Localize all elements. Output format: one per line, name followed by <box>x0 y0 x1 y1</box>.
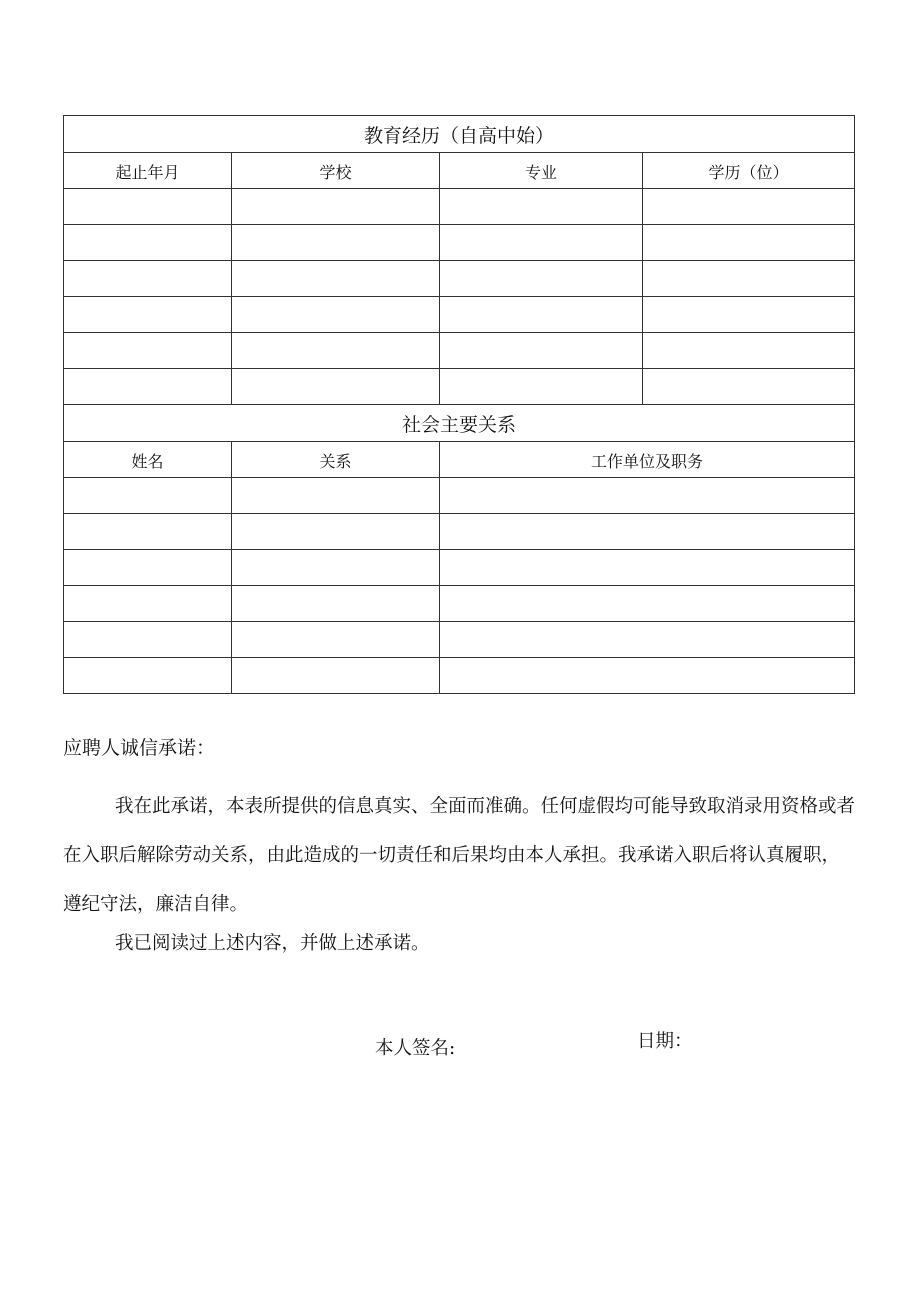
major-cell[interactable] <box>440 297 643 333</box>
period-cell[interactable] <box>64 297 232 333</box>
education-row <box>64 297 855 333</box>
relations-row <box>64 514 855 550</box>
period-cell[interactable] <box>64 261 232 297</box>
relations-section-header <box>64 405 855 442</box>
education-row <box>64 225 855 261</box>
pledge-confirmation: 我已阅读过上述内容，并做上述承诺。 <box>115 933 430 954</box>
pledge-body: 我在此承诺，本表所提供的信息真实、全面而准确。任何虚假均可能导致取消录用资格或者在入职后解除劳动关系，由此造成的一切责任和后果均由本人承担。我承诺入职后将认真履职，遵纪守法，廉洁自律。 <box>63 796 856 915</box>
school-cell[interactable] <box>232 225 440 261</box>
name-cell[interactable] <box>64 622 232 658</box>
employer-cell[interactable] <box>440 478 855 514</box>
degree-cell[interactable] <box>643 333 855 369</box>
header-major: 专业 <box>440 153 643 189</box>
name-cell[interactable] <box>64 550 232 586</box>
header-period: 起止年月 <box>64 153 232 189</box>
education-title: 教育经历（自高中始） <box>64 116 855 153</box>
header-relationship: 关系 <box>232 442 440 478</box>
header-degree: 学历（位） <box>643 153 855 189</box>
employer-cell[interactable] <box>440 514 855 550</box>
relationship-cell[interactable] <box>232 478 440 514</box>
pledge-title: 应聘人诚信承诺： <box>63 737 216 759</box>
relationship-cell[interactable] <box>232 622 440 658</box>
relationship-cell[interactable] <box>232 658 440 694</box>
period-cell[interactable] <box>64 333 232 369</box>
application-form-table <box>63 115 855 694</box>
major-cell[interactable] <box>440 369 643 405</box>
education-column-headers <box>64 153 855 189</box>
period-cell[interactable] <box>64 225 232 261</box>
relations-row <box>64 478 855 514</box>
education-row <box>64 261 855 297</box>
relations-title: 社会主要关系 <box>64 405 855 442</box>
employer-cell[interactable] <box>440 658 855 694</box>
relations-row <box>64 550 855 586</box>
major-cell[interactable] <box>440 333 643 369</box>
name-cell[interactable] <box>64 586 232 622</box>
header-employer-position: 工作单位及职务 <box>440 442 855 478</box>
degree-cell[interactable] <box>643 261 855 297</box>
degree-cell[interactable] <box>643 297 855 333</box>
name-cell[interactable] <box>64 514 232 550</box>
header-name: 姓名 <box>64 442 232 478</box>
degree-cell[interactable] <box>643 369 855 405</box>
education-row <box>64 333 855 369</box>
date-label: 日期： <box>637 1031 693 1052</box>
period-cell[interactable] <box>64 369 232 405</box>
education-row <box>64 189 855 225</box>
relationship-cell[interactable] <box>232 550 440 586</box>
school-cell[interactable] <box>232 297 440 333</box>
degree-cell[interactable] <box>643 189 855 225</box>
name-cell[interactable] <box>64 658 232 694</box>
school-cell[interactable] <box>232 369 440 405</box>
signature-label: 本人签名: <box>375 1038 456 1059</box>
header-school: 学校 <box>232 153 440 189</box>
relations-row <box>64 622 855 658</box>
employer-cell[interactable] <box>440 586 855 622</box>
major-cell[interactable] <box>440 189 643 225</box>
school-cell[interactable] <box>232 261 440 297</box>
major-cell[interactable] <box>440 225 643 261</box>
education-row <box>64 369 855 405</box>
employer-cell[interactable] <box>440 622 855 658</box>
period-cell[interactable] <box>64 189 232 225</box>
relations-column-headers <box>64 442 855 478</box>
education-section-header <box>64 116 855 153</box>
relations-row <box>64 658 855 694</box>
employer-cell[interactable] <box>440 550 855 586</box>
school-cell[interactable] <box>232 189 440 225</box>
name-cell[interactable] <box>64 478 232 514</box>
school-cell[interactable] <box>232 333 440 369</box>
major-cell[interactable] <box>440 261 643 297</box>
degree-cell[interactable] <box>643 225 855 261</box>
relationship-cell[interactable] <box>232 514 440 550</box>
relationship-cell[interactable] <box>232 586 440 622</box>
relations-row <box>64 586 855 622</box>
